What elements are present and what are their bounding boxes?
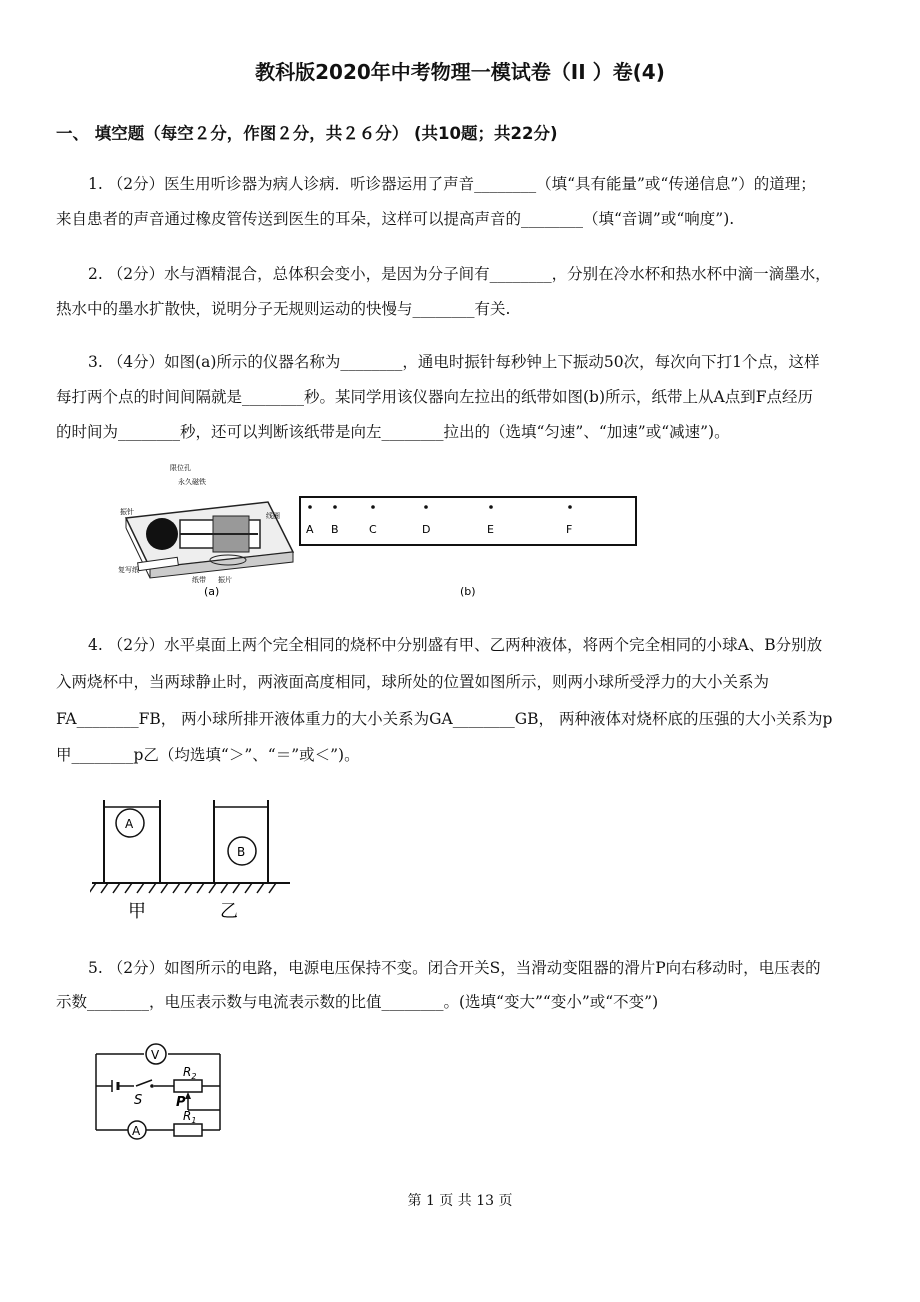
ammeter-label: A — [132, 1124, 141, 1138]
q3-line-1: 3. （4分）如图(a)所示的仪器名称为________，通电时振针每秒钟上下振动50次，每次向下打1个点，这样 — [88, 353, 820, 371]
tape-label-B: B — [331, 523, 339, 536]
floor-hatch-line — [269, 883, 276, 893]
floor-hatch-line — [233, 883, 240, 893]
r2-label: $R_2$ — [183, 1065, 197, 1081]
ball-b-label: B — [237, 845, 246, 859]
beakers-figure — [90, 795, 300, 925]
floor-hatch-line — [245, 883, 252, 893]
floor-hatch-line — [113, 883, 120, 893]
ball-a-label: A — [125, 817, 134, 831]
switch-label: S — [134, 1093, 143, 1108]
floor-hatch-line — [137, 883, 144, 893]
floor-hatch-line — [209, 883, 216, 893]
q5-line-1: 5. （2分）如图所示的电路，电源电压保持不变。闭合开关S，当滑动变阻器的滑片P向右移动时，电压表的 — [88, 959, 821, 977]
q2-line-2: 热水中的墨水扩散快，说明分子无规则运动的快慢与________有关. — [56, 300, 511, 318]
floor-hatch-line — [90, 883, 96, 893]
tape-label-D: D — [422, 523, 431, 536]
beaker-left-label: 甲 — [128, 901, 146, 922]
tape-dot-B — [333, 505, 337, 509]
floor-hatch-line — [257, 883, 264, 893]
page-title: 教科版2020年中考物理一模试卷（II ）卷(4) — [255, 60, 665, 84]
tape-dot-D — [424, 505, 428, 509]
section-heading: 一、 填空题（每空２分，作图２分，共２６分） (共10题；共22分) — [56, 124, 558, 143]
label-needle: 振针 — [120, 508, 134, 516]
q2-line-1: 2. （2分）水与酒精混合，总体积会变小，是因为分子间有________，分别在冷水杯和热水杯中滴一滴墨水， — [88, 265, 831, 283]
tape-label-C: C — [369, 523, 377, 536]
label-magnet: 永久磁铁 — [178, 478, 206, 486]
tape-label-A: A — [306, 523, 314, 536]
label-limit-hole: 限位孔 — [170, 464, 191, 472]
label-coil: 线圈 — [266, 512, 280, 520]
caption-b: (b) — [460, 585, 476, 598]
floor-hatch-line — [125, 883, 132, 893]
floor-hatch-line — [185, 883, 192, 893]
floor-hatch-line — [221, 883, 228, 893]
tape-dot-F — [568, 505, 572, 509]
floor-hatch-line — [161, 883, 168, 893]
label-tape: 纸带 — [192, 576, 206, 584]
label-carbon-paper: 复写纸 — [118, 566, 139, 574]
tape-dot-E — [489, 505, 493, 509]
q4-line-2: 入两烧杯中，当两球静止时，两液面高度相同，球所处的位置如图所示，则两小球所受浮力的大小关系为 — [56, 673, 770, 691]
q3-line-2: 每打两个点的时间间隔就是________秒。某同学用该仪器向左拉出的纸带如图(b)所示，纸带上从A点到F点经历 — [56, 388, 813, 406]
q4-line-3: FA________FB， 两小球所排开液体重力的大小关系为GA________GB， 两种液体对烧杯底的压强的大小关系为p — [56, 710, 833, 728]
q3-line-3: 的时间为________秒，还可以判断该纸带是向左________拉出的（选填“匀速”、“加速”或“减速”)。 — [56, 423, 730, 441]
circuit-figure — [90, 1042, 235, 1147]
paper-tape-figure — [298, 495, 643, 605]
floor-hatch-line — [149, 883, 156, 893]
beaker-right-label: 乙 — [220, 901, 238, 922]
r1-label: $R_1$ — [183, 1109, 197, 1125]
tape-label-E: E — [487, 523, 494, 536]
caption-a: (a) — [204, 585, 220, 598]
slider-label: P — [176, 1095, 186, 1110]
q5-line-2: 示数________，电压表示数与电流表示数的比值________。(选填“变大”“变小”或“不变”) — [56, 993, 659, 1011]
page-footer: 第 1 页 共 13 页 — [407, 1193, 513, 1209]
q4-line-4: 甲________p乙（均选填“＞”、“＝”或＜”)。 — [56, 746, 360, 764]
floor-hatch-line — [197, 883, 204, 893]
tape-label-F: F — [566, 523, 573, 536]
voltmeter-label: V — [151, 1048, 160, 1062]
floor-hatch-line — [173, 883, 180, 893]
q1-line-2: 来自患者的声音通过橡皮管传送到医生的耳朵，这样可以提高声音的________（填“音调”或“响度”). — [56, 210, 735, 228]
floor-hatch-line — [101, 883, 108, 893]
tape-dot-C — [371, 505, 375, 509]
tape-dot-A — [308, 505, 312, 509]
label-vibrator: 振片 — [218, 576, 232, 584]
ticker-timer-figure — [118, 460, 298, 600]
q1-line-1: 1. （2分）医生用听诊器为病人诊病．听诊器运用了声音________（填“具有能量”或“传递信息”）的道理； — [88, 175, 816, 193]
q4-line-1: 4. （2分）水平桌面上两个完全相同的烧杯中分别盛有甲、乙两种液体，将两个完全相同的小球A、B分别放 — [88, 636, 823, 654]
